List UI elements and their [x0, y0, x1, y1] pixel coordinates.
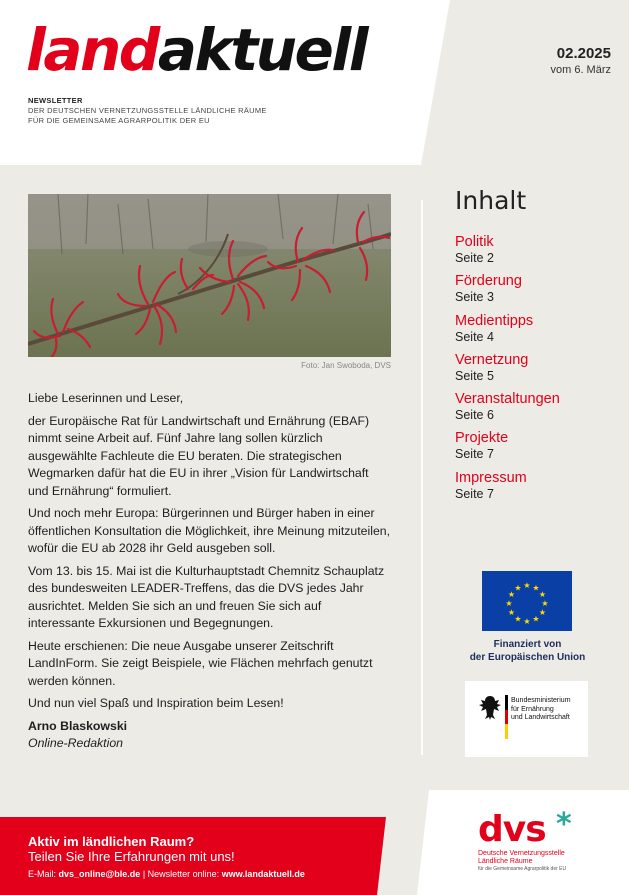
toc-item-impressum[interactable]: [455, 470, 615, 509]
letter-paragraph-1: der Europäische Rat für Landwirtschaft und Ernährung (EBAF) nimmt seine Arbeit auf. Fünf Jahre lang sollen kürzlich ausgewählte Fachleute die EU beraten. Die strategischen Wegmarken dafür hat die EU in ihrer „Vision für Landwirtschaft und Ernährung“ formuliert.: [28, 413, 370, 498]
svg-text:★: ★: [532, 614, 540, 624]
svg-text:★: ★: [541, 599, 549, 608]
dvs-subtitle: [478, 850, 618, 866]
call-to-action: [28, 834, 388, 880]
eu-funding-line-1: Finanziert von: [493, 639, 562, 650]
dvs-line-2: Ländliche Räume: [478, 858, 533, 865]
email-link[interactable]: dvs_online@ble.de: [58, 869, 141, 879]
toc-item-page: Seite 5: [455, 368, 494, 383]
newsletter-title: NEWSLETTER: [28, 96, 83, 105]
eu-flag-icon: [482, 571, 572, 631]
toc-item-page: Seite 3: [455, 290, 494, 305]
toc-item-page: Seite 4: [455, 329, 494, 344]
dvs-line-3: für die Gemeinsame Agrarpolitik der EU: [478, 866, 567, 872]
bmel-text: [511, 697, 585, 723]
letter-greeting: Liebe Leserinnen und Leser,: [28, 391, 184, 405]
toc-item-page: Seite 7: [455, 486, 494, 501]
bmel-line-2: für Ernährung: [511, 705, 554, 713]
svg-text:★: ★: [514, 583, 522, 593]
signer-role: Online-Redaktion: [28, 736, 124, 750]
issue-number: 02.2025: [556, 45, 611, 62]
letter-paragraph-4: Heute erschienen: Die neue Ausgabe unserer Zeitschrift LandInForm. Sie zeigt Beispiele, wie Flächen mehrfach genutzt werden können.: [28, 638, 373, 688]
toc-item-veranstaltungen[interactable]: [455, 391, 615, 430]
svg-text:★: ★: [538, 608, 547, 617]
toc-item-page: Seite 6: [455, 408, 494, 423]
witch-hazel-photo-illustration: [28, 194, 391, 357]
dvs-wordmark-text: dvs: [478, 809, 546, 850]
contact-separator: | Newsletter online:: [140, 869, 222, 879]
eu-funding-text: [455, 639, 600, 664]
toc-item-politik[interactable]: [455, 234, 615, 273]
newsletter-subtitle-1: DER DEUTSCHEN VERNETZUNGSSTELLE LÄNDLICHE RÄUME: [28, 106, 267, 115]
toc-item-title[interactable]: Vernetzung: [455, 351, 529, 368]
asterisk-icon: *: [556, 807, 571, 842]
svg-text:★: ★: [532, 583, 540, 593]
svg-text:★: ★: [507, 608, 516, 617]
german-flag-bar: [505, 695, 508, 739]
bmel-logo: [465, 681, 588, 757]
toc-item-medientipps[interactable]: [455, 313, 615, 352]
landaktuell-logo[interactable]: [26, 18, 366, 82]
toc-item-vernetzung[interactable]: [455, 352, 615, 391]
bmel-line-3: und Landwirtschaft: [511, 714, 570, 721]
toc-item-page: Seite 2: [455, 251, 494, 265]
cta-heading: Aktiv im ländlichen Raum?: [28, 834, 195, 849]
letter-paragraph-3: Vom 13. bis 15. Mai ist die Kulturhauptstadt Chemnitz Schauplatz des bundesweiten LEADER-Treffens, das die DVS jedes Jahr ausrichtet. Melden Sie sich an und freuen Sie sich auf interessante Exkursionen und Begegnungen.: [28, 563, 385, 630]
svg-text:★: ★: [505, 599, 513, 608]
logo-aktuell: aktuell: [157, 16, 367, 84]
cover-photo: [28, 194, 391, 357]
table-of-contents: [455, 234, 615, 509]
eu-funding-line-2: der Europäischen Union: [469, 651, 586, 663]
issue-info: [550, 45, 611, 76]
svg-text:★: ★: [507, 590, 516, 599]
toc-item-title[interactable]: Förderung: [455, 273, 522, 290]
toc-item-foerderung[interactable]: [455, 273, 615, 312]
newsletter-subtitle-2: FÜR DIE GEMEINSAME AGRARPOLITIK DER EU: [28, 116, 210, 125]
toc-item-title[interactable]: Medientipps: [455, 312, 534, 329]
toc-item-title[interactable]: Projekte: [455, 430, 509, 447]
signer-name: Arno Blaskowski: [28, 718, 128, 733]
issue-date: vom 6. März: [550, 64, 611, 76]
dvs-wordmark: [478, 807, 571, 850]
toc-item-page: Seite 7: [455, 447, 494, 462]
photo-credit: Foto: Jan Swoboda, DVS: [301, 361, 391, 370]
dvs-logo[interactable]: [478, 807, 618, 873]
letter-paragraph-2: Und noch mehr Europa: Bürgerinnen und Bürger haben in einer öffentlichen Konsultation die Möglichkeit, ihre Meinung mitzuteilen, wofür die EU ab 2028 ihr Geld ausgeben soll.: [28, 506, 391, 555]
letter-paragraph-5: Und nun viel Spaß und Inspiration beim Lesen!: [28, 696, 284, 710]
editorial-letter: [28, 390, 391, 753]
website-link[interactable]: www.landaktuell.de: [221, 869, 305, 879]
toc-item-title[interactable]: Politik: [455, 234, 494, 250]
svg-text:★: ★: [523, 617, 531, 626]
federal-eagle-icon: [475, 693, 505, 723]
toc-item-projekte[interactable]: [455, 430, 615, 469]
toc-item-title[interactable]: Veranstaltungen: [455, 391, 560, 408]
dvs-line-1: Deutsche Vernetzungsstelle: [478, 850, 565, 857]
email-label: E-Mail:: [28, 869, 59, 879]
svg-text:★: ★: [514, 614, 522, 624]
newsletter-label: [28, 96, 267, 126]
svg-text:★: ★: [523, 581, 531, 590]
svg-text:★: ★: [538, 590, 547, 599]
toc-title: Inhalt: [455, 186, 527, 215]
column-divider: [421, 200, 423, 755]
cta-contact-line: [28, 868, 388, 880]
toc-item-title[interactable]: Impressum: [455, 469, 527, 486]
bmel-line-1: Bundesministerium: [511, 697, 571, 704]
logo-land: land: [26, 16, 158, 84]
cta-subheading: Teilen Sie Ihre Erfahrungen mit uns!: [28, 849, 235, 864]
